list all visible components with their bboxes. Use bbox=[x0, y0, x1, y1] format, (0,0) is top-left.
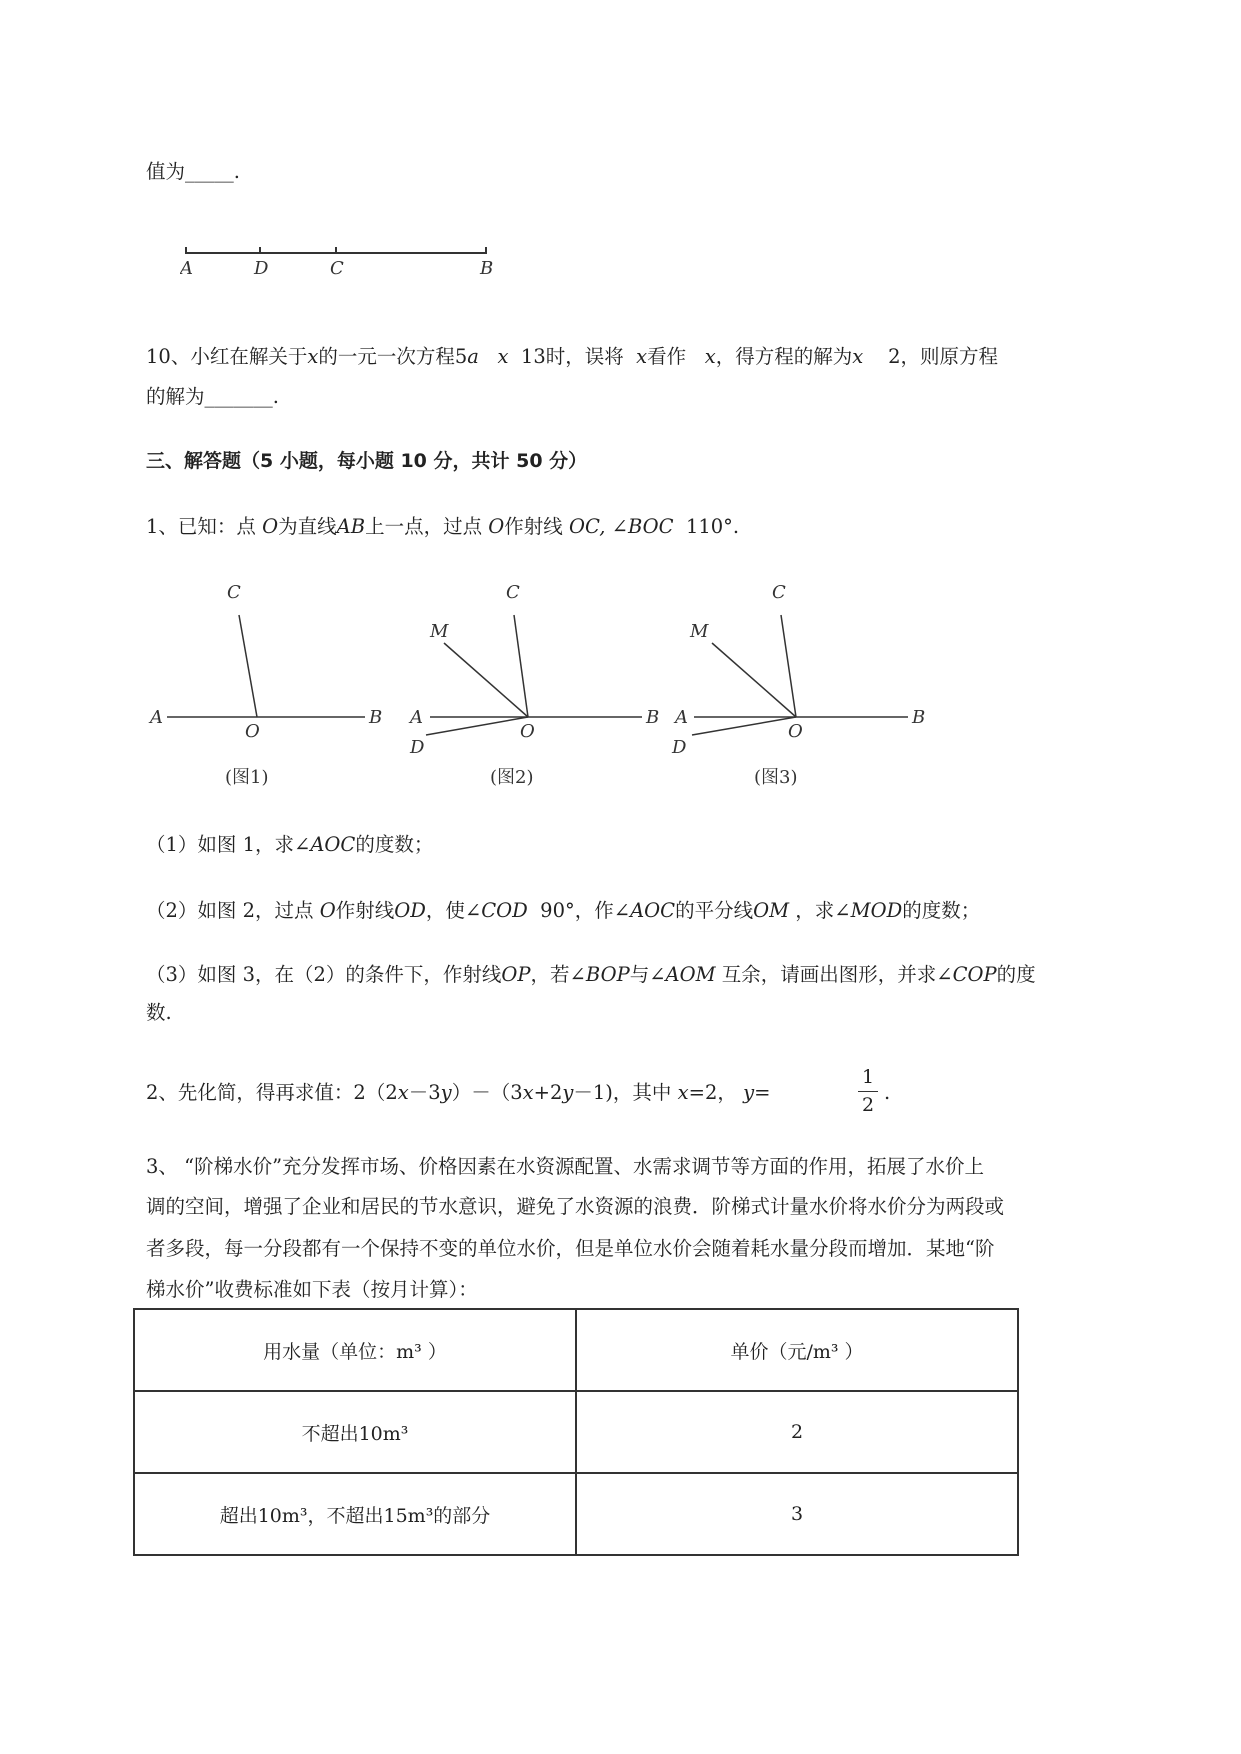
problem-2: 2、先化简，得再求值：2（2x－3y）－（3x+2y－1)，其中 x=2， y= bbox=[146, 1081, 771, 1104]
fraction-one-half bbox=[858, 1066, 878, 1116]
fig2-label-b: B bbox=[646, 707, 660, 728]
fig2-label-a: A bbox=[410, 707, 423, 728]
table-cell-usage: 超出10m³，不超出15m³的部分 bbox=[134, 1473, 576, 1555]
fig1-label-a: A bbox=[150, 707, 163, 728]
fraction-denominator: 2 bbox=[861, 1094, 875, 1116]
table-cell-price: 3 bbox=[576, 1473, 1018, 1555]
fig3-label-d: D bbox=[672, 737, 687, 758]
question-10-line1: 10、小红在解关于x的一元一次方程5a x 13时，误将 x看作 x，得方程的解为x 2，则原方程 bbox=[146, 345, 998, 368]
problem-2-end: . bbox=[884, 1081, 891, 1104]
fig3-label-m: M bbox=[690, 621, 709, 642]
water-price-table bbox=[133, 1308, 1019, 1556]
figure-2 bbox=[402, 575, 672, 800]
answer-line-prev: 值为_____. bbox=[146, 160, 240, 183]
fig2-caption: (图2) bbox=[490, 767, 534, 788]
problem-3-line3: 者多段，每一分段都有一个保持不变的单位水价，但是单位水价会随着耗水量分段而增加．某地“阶 bbox=[146, 1237, 995, 1260]
point-label-a: A bbox=[180, 258, 193, 279]
table-header-row bbox=[134, 1309, 1018, 1391]
figure-3 bbox=[668, 575, 938, 800]
fig1-caption: (图1) bbox=[225, 767, 269, 788]
fig2-label-m: M bbox=[430, 621, 449, 642]
problem-1-sub-2: （2）如图 2，过点 O作射线OD，使∠COD 90°，作∠AOC的平分线OM ，求∠MOD的度数； bbox=[146, 899, 981, 922]
point-label-b: B bbox=[480, 258, 494, 279]
table-header-unit-price: 单价（元/m³ ） bbox=[576, 1309, 1018, 1391]
fraction-numerator: 1 bbox=[861, 1066, 875, 1088]
point-label-d: D bbox=[254, 258, 269, 279]
question-10-line2: 的解为_______. bbox=[146, 385, 279, 408]
fig3-label-a: A bbox=[675, 707, 688, 728]
table-row bbox=[134, 1473, 1018, 1555]
section-3-title: 三、解答题（5 小题，每小题 10 分，共计 50 分） bbox=[146, 450, 588, 472]
problem-1-sub-1: （1）如图 1，求∠AOC的度数； bbox=[146, 833, 434, 856]
problem-1-intro: 1、已知：点 O为直线AB上一点，过点 O作射线 OC, ∠BOC 110°. bbox=[146, 515, 740, 538]
figure-1 bbox=[145, 575, 395, 800]
problem-3-line2: 调的空间，增强了企业和居民的节水意识，避免了水资源的浪费．阶梯式计量水价将水价分为两段或 bbox=[146, 1195, 1005, 1218]
fig3-label-b: B bbox=[912, 707, 926, 728]
fraction-bar bbox=[858, 1091, 878, 1092]
fig3-label-o: O bbox=[788, 721, 803, 742]
fig2-label-c: C bbox=[506, 582, 520, 603]
table-row bbox=[134, 1391, 1018, 1473]
fig3-caption: (图3) bbox=[754, 767, 798, 788]
fig2-label-d: D bbox=[410, 737, 425, 758]
problem-1-sub-3: （3）如图 3，在（2）的条件下，作射线OP，若∠BOP与∠AOM 互余，请画出图形，并求∠COP的度 bbox=[146, 963, 1036, 986]
table-cell-price: 2 bbox=[576, 1391, 1018, 1473]
fig1-label-o: O bbox=[245, 721, 260, 742]
fig1-label-b: B bbox=[369, 707, 383, 728]
segment-figure bbox=[180, 245, 500, 290]
table-header-usage: 用水量（单位：m³ ） bbox=[134, 1309, 576, 1391]
problem-3-line4: 梯水价”收费标准如下表（按月计算）： bbox=[146, 1278, 478, 1301]
fig1-label-c: C bbox=[227, 582, 241, 603]
fig3-label-c: C bbox=[772, 582, 786, 603]
problem-3-line1: 3、 “阶梯水价”充分发挥市场、价格因素在水资源配置、水需求调节等方面的作用，拓展了水价上 bbox=[146, 1155, 985, 1178]
table-cell-usage: 不超出10m³ bbox=[134, 1391, 576, 1473]
point-label-c: C bbox=[330, 258, 344, 279]
problem-1-sub-3-cont: 数. bbox=[146, 1001, 172, 1024]
fig2-label-o: O bbox=[520, 721, 535, 742]
